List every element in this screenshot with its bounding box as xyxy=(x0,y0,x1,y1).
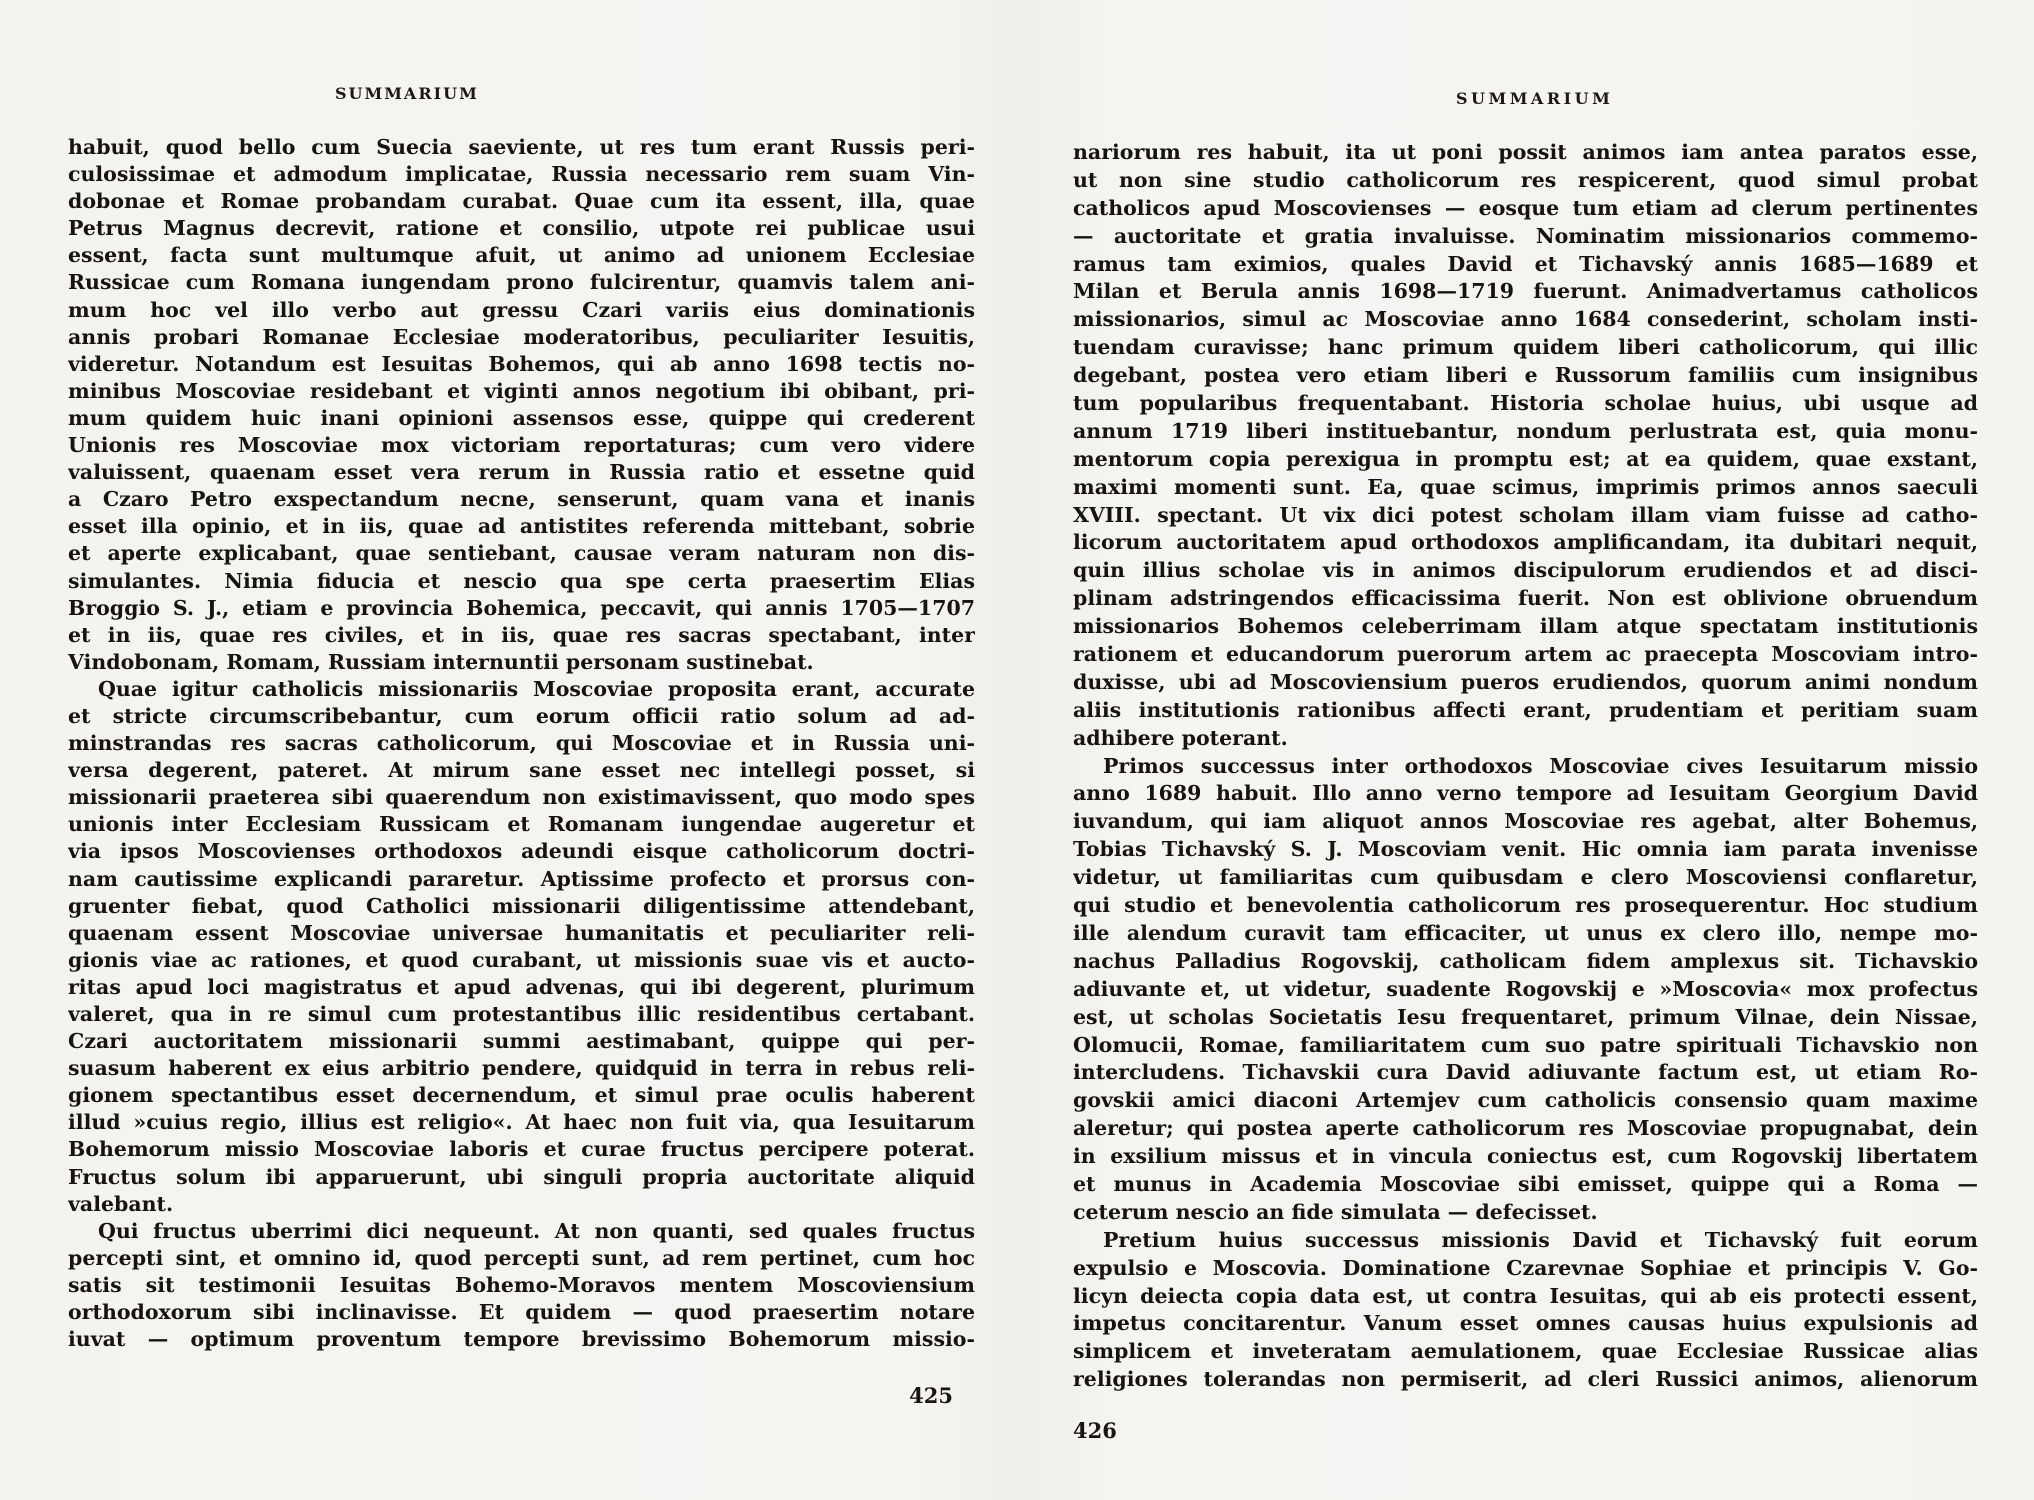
running-head-right: SUMMARIUM xyxy=(1456,89,1614,108)
text-line: mentorum copia perexigua in promptu est; at ea quidem, quae exstant, xyxy=(1073,446,1978,471)
text-line: esset illa opinio, et in iis, quae ad antistites referenda mittebant, sobrie xyxy=(68,514,975,539)
text-line: unionis inter Ecclesiam Russicam et Romanam iungendae augeretur et xyxy=(68,812,975,837)
text-line: aliis institutionis rationibus affecti erant, prudentiam et peritiam suam xyxy=(1073,697,1978,722)
text-line: ille alendum curavit tam efficaciter, ut unus ex clero illo, nempe mo- xyxy=(1073,920,1978,945)
text-line: tuendam curavisse; hanc primum quidem liberi catholicorum, qui illic xyxy=(1073,335,1978,360)
text-line: videretur. Notandum est Iesuitas Bohemos, qui ab anno 1698 tectis no- xyxy=(68,351,975,376)
text-line: Primos successus inter orthodoxos Moscoviae cives Iesuitarum missio xyxy=(1103,753,1978,778)
text-line: maximi momenti sunt. Ea, quae scimus, imprimis primos annos saeculi xyxy=(1073,474,1978,499)
text-line: mum hoc vel illo verbo aut gressu Czari variis eius dominationis xyxy=(68,297,975,322)
text-line: et munus in Academia Moscoviae sibi emisset, quippe qui a Roma — xyxy=(1073,1171,1978,1196)
text-line: Tobias Tichavský S. J. Moscoviam venit. Hic omnia iam parata invenisse xyxy=(1073,837,1978,862)
page-number-425: 425 xyxy=(909,1383,953,1408)
text-line: Vindobonam, Romam, Russiam internuntii personam sustinebat. xyxy=(68,649,814,674)
text-line: et in iis, quae res civiles, et in iis, quae res sacras spectabant, inter xyxy=(68,622,975,647)
text-line: missionarios, simul ac Moscoviae anno 1684 consederint, scholam insti- xyxy=(1073,307,1978,332)
text-line: iuvat — optimum proventum tempore brevissimo Bohemorum missio- xyxy=(68,1327,975,1352)
text-line: Olomucii, Romae, familiaritatem cum suo patre spirituali Tichavskio non xyxy=(1073,1032,1978,1057)
text-line: Fructus solum ibi apparuerunt, ubi singuli propria auctoritate aliquid xyxy=(68,1164,975,1189)
text-line: gruenter fiebat, quod Catholici missionarii diligentissime attendebant, xyxy=(68,893,975,918)
running-head-left: SUMMARIUM xyxy=(335,84,479,103)
text-line: missionarii praeterea sibi quaerendum non existimavissent, quo modo spes xyxy=(68,785,975,810)
text-line: gionis viae ac rationes, et quod curabant, ut missionis suae vis et aucto- xyxy=(68,947,975,972)
text-line: anno 1689 habuit. Illo anno verno tempore ad Iesuitam Georgium David xyxy=(1073,781,1978,806)
text-line: nariorum res habuit, ita ut poni possit animos iam antea paratos esse, xyxy=(1073,140,1978,164)
text-line: via ipsos Moscovienses orthodoxos adeundi eisque catholicorum doctri- xyxy=(68,839,975,864)
text-line: Russicae cum Romana iungendam prono fulcirentur, quamvis talem ani- xyxy=(68,270,975,295)
text-line: est, ut scholas Societatis Iesu frequentaret, primum Vilnae, dein Nissae, xyxy=(1073,1004,1978,1029)
text-line: quin illius scholae vis in animos discipulorum erudiendos et ad disci- xyxy=(1073,558,1978,583)
text-line: in exsilium missus et in vincula coniectus est, cum Rogovskij libertatem xyxy=(1073,1144,1978,1169)
paragraph xyxy=(1073,139,1978,753)
text-line: — auctoritate et gratia invaluisse. Nominatim missionarios commemo- xyxy=(1073,223,1978,248)
page-426 xyxy=(1073,0,1978,1500)
text-line: tum popularibus frequentabant. Historia scholae huius, ubi usque ad xyxy=(1073,391,1978,416)
text-line: Petrus Magnus decrevit, ratione et consilio, utpote rei publicae usui xyxy=(68,216,975,241)
text-line: Qui fructus uberrimi dici nequeunt. At non quanti, sed quales fructus xyxy=(98,1218,975,1243)
text-line: essent, facta sunt multumque afuit, ut animo ad unionem Ecclesiae xyxy=(68,243,975,268)
page-number-426: 426 xyxy=(1073,1418,1117,1443)
text-line: annis probari Romanae Ecclesiae moderatoribus, peculiariter Iesuitis, xyxy=(68,324,975,349)
text-line: annum 1719 liberi instituebantur, nondum perlustrata est, quia monu- xyxy=(1073,418,1978,443)
text-line: Czari auctoritatem missionarii summi aestimabant, quippe qui per- xyxy=(68,1029,975,1054)
text-line: valebant. xyxy=(68,1191,174,1216)
paragraph xyxy=(1073,1227,1978,1394)
text-line: expulsio e Moscovia. Dominatione Czarevnae Sophiae et principis V. Go- xyxy=(1073,1255,1978,1280)
text-line: satis sit testimonii Iesuitas Bohemo-Moravos mentem Moscoviensium xyxy=(68,1272,975,1297)
text-line: minibus Moscoviae residebant et viginti annos negotium ibi obibant, pri- xyxy=(68,378,975,403)
text-line: et stricte circumscribebantur, cum eorum officii ratio solum ad ad- xyxy=(68,703,975,728)
text-line: intercludens. Tichavskii cura David adiuvante factum est, ut etiam Ro- xyxy=(1073,1060,1978,1085)
text-line: aleretur; qui postea aperte catholicorum res Moscoviae propugnabat, dein xyxy=(1073,1116,1978,1141)
text-line: quaenam essent Moscoviae universae humanitatis et peculiariter reli- xyxy=(68,920,975,945)
text-line: nachus Palladius Rogovskij, catholicam fidem amplexus sit. Tichavskio xyxy=(1073,948,1978,973)
text-line: Quae igitur catholicis missionariis Moscoviae proposita erant, accurate xyxy=(98,676,975,701)
text-line: culosissimae et admodum implicatae, Russia necessario rem suam Vin- xyxy=(68,162,975,187)
text-line: Broggio S. J., etiam e provincia Bohemica, peccavit, qui annis 1705—1707 xyxy=(68,595,975,620)
text-line: simulantes. Nimia fiducia et nescio qua spe certa praesertim Elias xyxy=(68,568,975,593)
paragraph xyxy=(68,1218,975,1353)
text-line: ramus tam eximios, quales David et Tichavský annis 1685—1689 et xyxy=(1073,251,1978,276)
text-line: Milan et Berula annis 1698—1719 fuerunt. Animadvertamus catholicos xyxy=(1073,279,1978,304)
text-line: ritas apud loci magistratus et apud advenas, qui ibi degerent, plurimum xyxy=(68,974,975,999)
text-line: suasum haberent ex eius arbitrio pendere, quidquid in terra in rebus reli- xyxy=(68,1056,975,1081)
paragraph xyxy=(68,676,975,1218)
text-line: simplicem et inveteratam aemulationem, quae Ecclesiae Russicae alias xyxy=(1073,1339,1978,1364)
text-line: iuvandum, qui iam aliquot annos Moscoviae res agebat, alter Bohemus, xyxy=(1073,809,1978,834)
text-line: Bohemorum missio Moscoviae laboris et curae fructus percipere poterat. xyxy=(68,1137,975,1162)
text-line: habuit, quod bello cum Suecia saeviente, ut res tum erant Russis peri- xyxy=(68,135,975,159)
text-line: percepti sint, et omnino id, quod percepti sunt, ad rem pertinet, cum hoc xyxy=(68,1245,975,1270)
text-line: degebant, postea vero etiam liberi e Russorum familiis cum insignibus xyxy=(1073,363,1978,388)
text-line: duxisse, ubi ad Moscoviensium pueros erudiendos, quorum animi nondum xyxy=(1073,669,1978,694)
text-line: dobonae et Romae probandam curabat. Quae cum ita essent, illa, quae xyxy=(68,189,975,214)
text-line: catholicos apud Moscovienses — eosque tum etiam ad clerum pertinentes xyxy=(1073,195,1978,220)
text-line: ceterum nescio an fide simulata — defecisset. xyxy=(1073,1199,1598,1224)
text-line: govskii amici diaconi Artemjev cum catholicis consensio quam maxime xyxy=(1073,1088,1978,1113)
text-line: et aperte explicabant, quae sentiebant, causae veram naturam non dis- xyxy=(68,541,975,566)
text-line: adiuvante et, ut videtur, suadente Rogovskij e »Moscovia« mox profectus xyxy=(1073,976,1978,1001)
text-line: Unionis res Moscoviae mox victoriam reportaturas; cum vero videre xyxy=(68,433,975,458)
text-line: plinam adstringendos efficacissima fuerit. Non est oblivione obruendum xyxy=(1073,586,1978,611)
text-line: missionarios Bohemos celeberrimam illam atque spectatam institutionis xyxy=(1073,614,1978,639)
text-line: videtur, ut familiaritas cum quibusdam e clero Moscoviensi conflaretur, xyxy=(1073,865,1978,890)
text-line: nam cautissime explicandi pararetur. Aptissime profecto et prorsus con- xyxy=(68,866,975,891)
text-line: a Czaro Petro exspectandum necne, senserunt, quam vana et inanis xyxy=(68,487,975,512)
text-line: religiones tolerandas non permiserit, ad cleri Russici animos, alienorum xyxy=(1073,1367,1978,1392)
text-line: licyn deiecta copia data est, ut contra Iesuitas, qui ab eis protecti essent, xyxy=(1073,1283,1978,1308)
text-line: minstrandas res sacras catholicorum, qui Moscoviae et in Russia uni- xyxy=(68,731,975,756)
text-line: rationem et educandorum puerorum artem ac praecepta Moscoviam intro- xyxy=(1073,642,1978,667)
text-line: licorum auctoritatem apud orthodoxos amplificandam, ita dubitari nequit, xyxy=(1073,530,1978,555)
text-line: illud »cuius regio, illius est religio«. At haec non fuit via, qua Iesuitarum xyxy=(68,1110,975,1135)
text-line: adhibere poterant. xyxy=(1073,725,1288,750)
text-line: qui studio et benevolentia catholicorum res prosequerentur. Hoc studium xyxy=(1073,893,1978,918)
page-425-text-block xyxy=(68,134,975,1353)
text-line: ut non sine studio catholicorum res respicerent, quod simul probat xyxy=(1073,167,1978,192)
text-line: impetus concitarentur. Vanum esset omnes causas huius expulsionis ad xyxy=(1073,1311,1978,1336)
text-line: orthodoxorum sibi inclinavisse. Et quidem — quod praesertim notare xyxy=(68,1300,975,1325)
text-line: Pretium huius successus missionis David et Tichavský fuit eorum xyxy=(1103,1227,1978,1252)
page-426-text-block xyxy=(1073,139,1978,1394)
paragraph xyxy=(68,134,975,676)
text-line: mum quidem huic inani opinioni assensos esse, quippe qui crederent xyxy=(68,405,975,430)
text-line: valuissent, quaenam esset vera rerum in Russia ratio et essetne quid xyxy=(68,460,975,485)
text-line: valeret, qua in re simul cum protestantibus illic residentibus certabant. xyxy=(68,1002,975,1026)
page-425 xyxy=(68,0,975,1500)
text-line: XVIII. spectant. Ut vix dici potest scholam illam viam fuisse ad catho- xyxy=(1073,502,1978,527)
paragraph xyxy=(1073,753,1978,1227)
text-line: versa degerent, pateret. At mirum sane esset nec intellegi posset, si xyxy=(68,758,975,783)
text-line: gionem spectantibus esset decernendum, et simul prae oculis haberent xyxy=(68,1083,975,1108)
